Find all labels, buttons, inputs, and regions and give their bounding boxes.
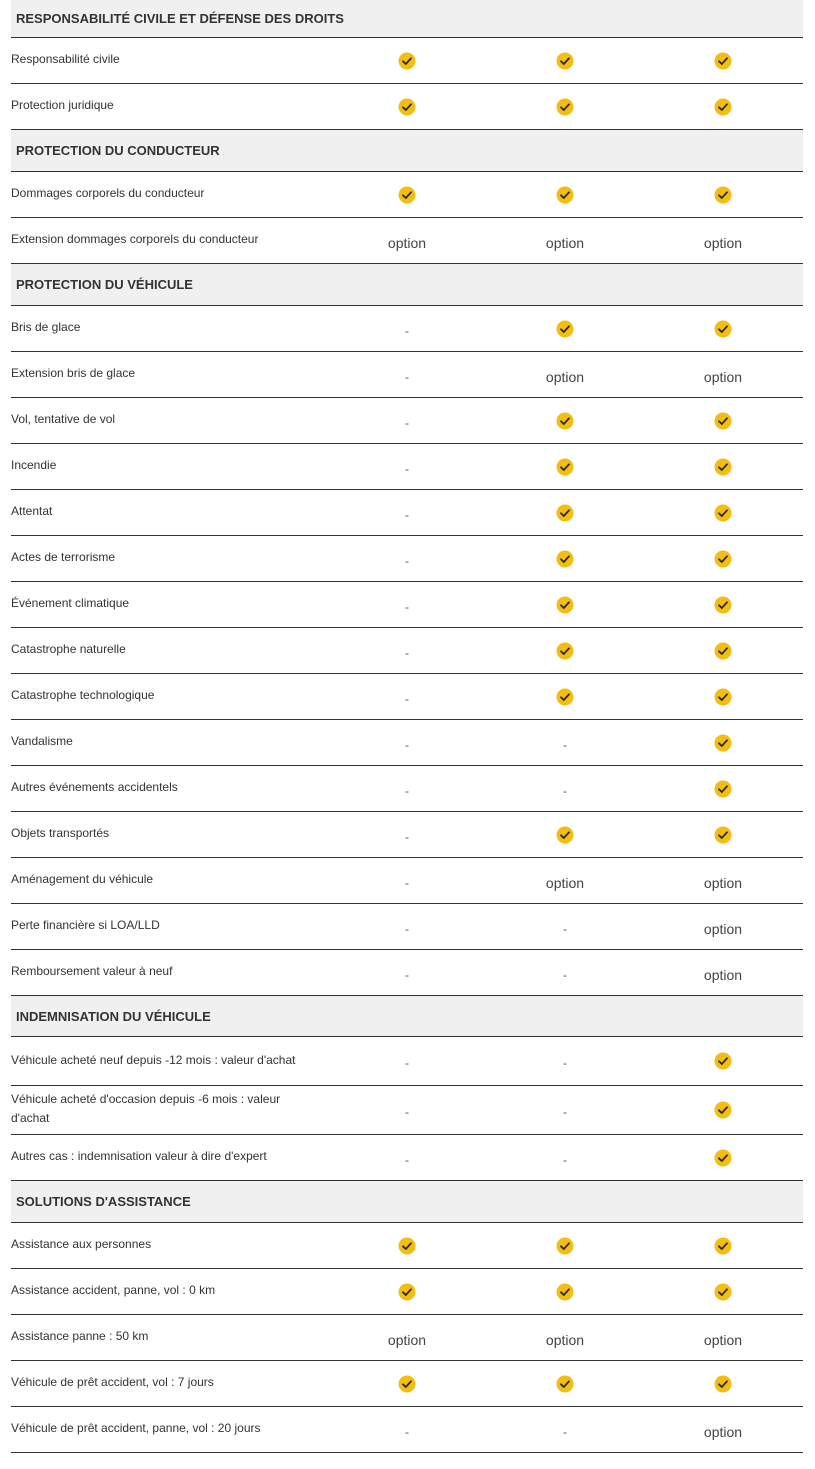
row-label: Véhicule de prêt accident, panne, vol : 20 jours xyxy=(11,1421,261,1435)
not-included-dash: - xyxy=(563,1105,567,1119)
option-text: option xyxy=(545,234,585,251)
row-label: Attentat xyxy=(11,504,53,518)
row-label: Véhicule acheté d'occasion depuis -6 mois : valeur d'achat xyxy=(11,1092,281,1125)
check-circle-icon xyxy=(556,1237,574,1255)
plan-3-cell xyxy=(683,1361,763,1406)
not-included-dash: - xyxy=(405,1152,409,1167)
coverage-comparison-table xyxy=(11,0,803,1453)
row-label: Catastrophe technologique xyxy=(11,688,155,702)
plan-3-cell xyxy=(683,812,763,857)
plan-2-cell xyxy=(525,1135,605,1180)
check-circle-icon xyxy=(398,1237,416,1255)
option-text: option xyxy=(545,874,585,891)
plan-1-cell xyxy=(367,398,447,443)
plan-3-cell xyxy=(683,628,763,673)
plan-3-cell xyxy=(683,490,763,535)
not-included-dash: - xyxy=(405,1056,409,1070)
plan-3-cell xyxy=(683,904,763,949)
check-circle-icon xyxy=(714,186,732,204)
plan-2-cell xyxy=(525,398,605,443)
plan-2-cell xyxy=(525,950,605,995)
plan-1-cell xyxy=(367,1223,447,1268)
check-circle-icon xyxy=(714,734,732,752)
not-included-dash: - xyxy=(563,1056,567,1070)
row-label: Assistance accident, panne, vol : 0 km xyxy=(11,1283,216,1297)
plan-1-cell xyxy=(367,720,447,765)
row-label: Catastrophe naturelle xyxy=(11,642,126,656)
plan-2-cell xyxy=(525,172,605,217)
plan-1-cell xyxy=(367,172,447,217)
table-row xyxy=(11,172,803,218)
plan-3-cell xyxy=(683,1407,763,1452)
not-included-dash: - xyxy=(405,507,409,522)
plan-1-cell xyxy=(367,218,447,263)
plan-2-cell xyxy=(525,1361,605,1406)
plan-1-cell xyxy=(367,904,447,949)
plan-2-cell xyxy=(525,858,605,903)
check-circle-icon xyxy=(714,1149,732,1167)
check-circle-icon xyxy=(556,550,574,568)
table-row xyxy=(11,904,803,950)
plan-3-cell xyxy=(683,582,763,627)
plan-2-cell xyxy=(525,1223,605,1268)
table-row xyxy=(11,490,803,536)
plan-1-cell xyxy=(367,1315,447,1360)
plan-2-cell xyxy=(525,38,605,83)
check-circle-icon xyxy=(714,1237,732,1255)
check-circle-icon xyxy=(714,688,732,706)
check-circle-icon xyxy=(714,642,732,660)
row-label: Assistance aux personnes xyxy=(11,1237,152,1251)
check-circle-icon xyxy=(556,642,574,660)
plan-3-cell xyxy=(683,84,763,129)
row-label: Responsabilité civile xyxy=(11,52,120,66)
plan-1-cell xyxy=(367,1407,447,1452)
check-circle-icon xyxy=(556,412,574,430)
table-row xyxy=(11,950,803,996)
plan-2-cell xyxy=(525,84,605,129)
plan-1-cell xyxy=(367,1361,447,1406)
plan-3-cell xyxy=(683,1223,763,1268)
plan-2-cell xyxy=(525,582,605,627)
not-included-dash: - xyxy=(563,783,567,798)
row-label: Protection juridique xyxy=(11,98,114,112)
plan-1-cell xyxy=(367,306,447,351)
table-row xyxy=(11,218,803,264)
plan-3-cell xyxy=(683,950,763,995)
plan-2-cell xyxy=(525,1407,605,1452)
check-circle-icon xyxy=(556,1283,574,1301)
check-circle-icon xyxy=(714,596,732,614)
row-label: Actes de terrorisme xyxy=(11,550,116,564)
not-included-dash: - xyxy=(405,461,409,476)
not-included-dash: - xyxy=(405,921,409,936)
not-included-dash: - xyxy=(405,415,409,430)
not-included-dash: - xyxy=(563,737,567,752)
plan-2-cell xyxy=(525,904,605,949)
check-circle-icon xyxy=(556,504,574,522)
table-row xyxy=(11,1223,803,1269)
plan-1-cell xyxy=(367,858,447,903)
not-included-dash: - xyxy=(405,645,409,660)
plan-3-cell xyxy=(683,398,763,443)
not-included-dash: - xyxy=(563,1424,567,1439)
row-label: Incendie xyxy=(11,458,57,472)
row-label: Vol, tentative de vol xyxy=(11,412,116,426)
check-circle-icon xyxy=(714,1101,732,1119)
not-included-dash: - xyxy=(405,967,409,982)
not-included-dash: - xyxy=(405,737,409,752)
not-included-dash: - xyxy=(405,1424,409,1439)
plan-1-cell xyxy=(367,38,447,83)
plan-2-cell xyxy=(525,306,605,351)
option-text: option xyxy=(545,1331,585,1348)
plan-1-cell xyxy=(367,490,447,535)
plan-3-cell xyxy=(683,766,763,811)
check-circle-icon xyxy=(556,458,574,476)
section-header: RESPONSABILITÉ CIVILE ET DÉFENSE DES DROITS xyxy=(11,0,803,38)
check-circle-icon xyxy=(556,826,574,844)
plan-3-cell xyxy=(683,1037,763,1085)
row-label: Autres cas : indemnisation valeur à dire d'expert xyxy=(11,1149,267,1163)
check-circle-icon xyxy=(556,52,574,70)
table-row xyxy=(11,1361,803,1407)
row-label: Aménagement du véhicule xyxy=(11,872,154,886)
plan-2-cell xyxy=(525,628,605,673)
plan-2-cell xyxy=(525,490,605,535)
not-included-dash: - xyxy=(405,691,409,706)
check-circle-icon xyxy=(398,1375,416,1393)
table-row xyxy=(11,1135,803,1181)
section-header: PROTECTION DU CONDUCTEUR xyxy=(11,130,803,172)
plan-1-cell xyxy=(367,84,447,129)
table-row xyxy=(11,674,803,720)
plan-3-cell xyxy=(683,444,763,489)
option-text: option xyxy=(387,234,427,251)
table-row xyxy=(11,628,803,674)
option-text: option xyxy=(703,234,743,251)
plan-2-cell xyxy=(525,812,605,857)
plan-1-cell xyxy=(367,1037,447,1085)
table-row xyxy=(11,1269,803,1315)
row-label: Extension bris de glace xyxy=(11,366,136,380)
plan-2-cell xyxy=(525,1269,605,1314)
plan-3-cell xyxy=(683,1135,763,1180)
not-included-dash: - xyxy=(405,553,409,568)
check-circle-icon xyxy=(714,412,732,430)
section-header: SOLUTIONS D'ASSISTANCE xyxy=(11,1181,803,1223)
check-circle-icon xyxy=(714,1375,732,1393)
plan-1-cell xyxy=(367,1086,447,1134)
plan-2-cell xyxy=(525,536,605,581)
check-circle-icon xyxy=(398,1283,416,1301)
option-text: option xyxy=(703,874,743,891)
table-row xyxy=(11,1037,803,1086)
row-label: Vandalisme xyxy=(11,734,73,748)
plan-1-cell xyxy=(367,950,447,995)
table-row xyxy=(11,38,803,84)
check-circle-icon xyxy=(556,186,574,204)
not-included-dash: - xyxy=(405,783,409,798)
check-circle-icon xyxy=(714,504,732,522)
row-label: Véhicule acheté neuf depuis -12 mois : valeur d'achat xyxy=(11,1052,296,1067)
table-row xyxy=(11,352,803,398)
plan-3-cell xyxy=(683,858,763,903)
row-label: Perte financière si LOA/LLD xyxy=(11,918,160,932)
row-label: Remboursement valeur à neuf xyxy=(11,964,173,978)
row-label: Autres événements accidentels xyxy=(11,780,178,794)
plan-2-cell xyxy=(525,444,605,489)
check-circle-icon xyxy=(398,52,416,70)
plan-1-cell xyxy=(367,674,447,719)
row-label: Objets transportés xyxy=(11,826,110,840)
check-circle-icon xyxy=(714,780,732,798)
plan-2-cell xyxy=(525,1315,605,1360)
check-circle-icon xyxy=(556,320,574,338)
check-circle-icon xyxy=(556,1375,574,1393)
not-included-dash: - xyxy=(405,1105,409,1119)
row-label: Assistance panne : 50 km xyxy=(11,1329,149,1343)
option-text: option xyxy=(703,966,743,983)
option-text: option xyxy=(703,920,743,937)
plan-1-cell xyxy=(367,766,447,811)
not-included-dash: - xyxy=(563,921,567,936)
row-label: Bris de glace xyxy=(11,320,81,334)
plan-2-cell xyxy=(525,352,605,397)
table-row xyxy=(11,812,803,858)
plan-3-cell xyxy=(683,352,763,397)
table-row xyxy=(11,766,803,812)
not-included-dash: - xyxy=(405,875,409,890)
section-header: INDEMNISATION DU VÉHICULE xyxy=(11,996,803,1037)
plan-2-cell xyxy=(525,720,605,765)
plan-3-cell xyxy=(683,38,763,83)
check-circle-icon xyxy=(398,186,416,204)
plan-1-cell xyxy=(367,812,447,857)
plan-1-cell xyxy=(367,628,447,673)
plan-1-cell xyxy=(367,536,447,581)
check-circle-icon xyxy=(556,98,574,116)
check-circle-icon xyxy=(714,826,732,844)
plan-3-cell xyxy=(683,720,763,765)
plan-3-cell xyxy=(683,172,763,217)
not-included-dash: - xyxy=(405,599,409,614)
not-included-dash: - xyxy=(563,967,567,982)
not-included-dash: - xyxy=(563,1152,567,1167)
plan-2-cell xyxy=(525,218,605,263)
plan-3-cell xyxy=(683,1269,763,1314)
table-row xyxy=(11,582,803,628)
plan-1-cell xyxy=(367,1269,447,1314)
table-row xyxy=(11,858,803,904)
plan-3-cell xyxy=(683,1315,763,1360)
plan-3-cell xyxy=(683,1086,763,1134)
plan-3-cell xyxy=(683,218,763,263)
table-row xyxy=(11,1086,803,1135)
check-circle-icon xyxy=(714,1283,732,1301)
option-text: option xyxy=(703,368,743,385)
plan-1-cell xyxy=(367,444,447,489)
not-included-dash: - xyxy=(405,829,409,844)
plan-1-cell xyxy=(367,352,447,397)
check-circle-icon xyxy=(714,98,732,116)
table-row xyxy=(11,398,803,444)
check-circle-icon xyxy=(714,1052,732,1070)
check-circle-icon xyxy=(714,52,732,70)
not-included-dash: - xyxy=(405,323,409,338)
plan-2-cell xyxy=(525,674,605,719)
option-text: option xyxy=(703,1423,743,1440)
check-circle-icon xyxy=(556,688,574,706)
option-text: option xyxy=(545,368,585,385)
plan-1-cell xyxy=(367,1135,447,1180)
check-circle-icon xyxy=(556,596,574,614)
plan-2-cell xyxy=(525,766,605,811)
row-label: Véhicule de prêt accident, vol : 7 jours xyxy=(11,1375,214,1389)
check-circle-icon xyxy=(714,550,732,568)
table-row xyxy=(11,1315,803,1361)
check-circle-icon xyxy=(398,98,416,116)
plan-2-cell xyxy=(525,1037,605,1085)
option-text: option xyxy=(387,1331,427,1348)
plan-3-cell xyxy=(683,306,763,351)
plan-2-cell xyxy=(525,1086,605,1134)
row-label: Extension dommages corporels du conducteur xyxy=(11,232,259,246)
table-row xyxy=(11,720,803,766)
section-header: PROTECTION DU VÉHICULE xyxy=(11,264,803,306)
row-label: Événement climatique xyxy=(11,596,130,610)
not-included-dash: - xyxy=(405,369,409,384)
plan-3-cell xyxy=(683,536,763,581)
table-row xyxy=(11,306,803,352)
table-row xyxy=(11,84,803,130)
table-row xyxy=(11,1407,803,1453)
check-circle-icon xyxy=(714,458,732,476)
option-text: option xyxy=(703,1331,743,1348)
table-row xyxy=(11,536,803,582)
check-circle-icon xyxy=(714,320,732,338)
row-label: Dommages corporels du conducteur xyxy=(11,186,205,200)
table-row xyxy=(11,444,803,490)
plan-1-cell xyxy=(367,582,447,627)
plan-3-cell xyxy=(683,674,763,719)
